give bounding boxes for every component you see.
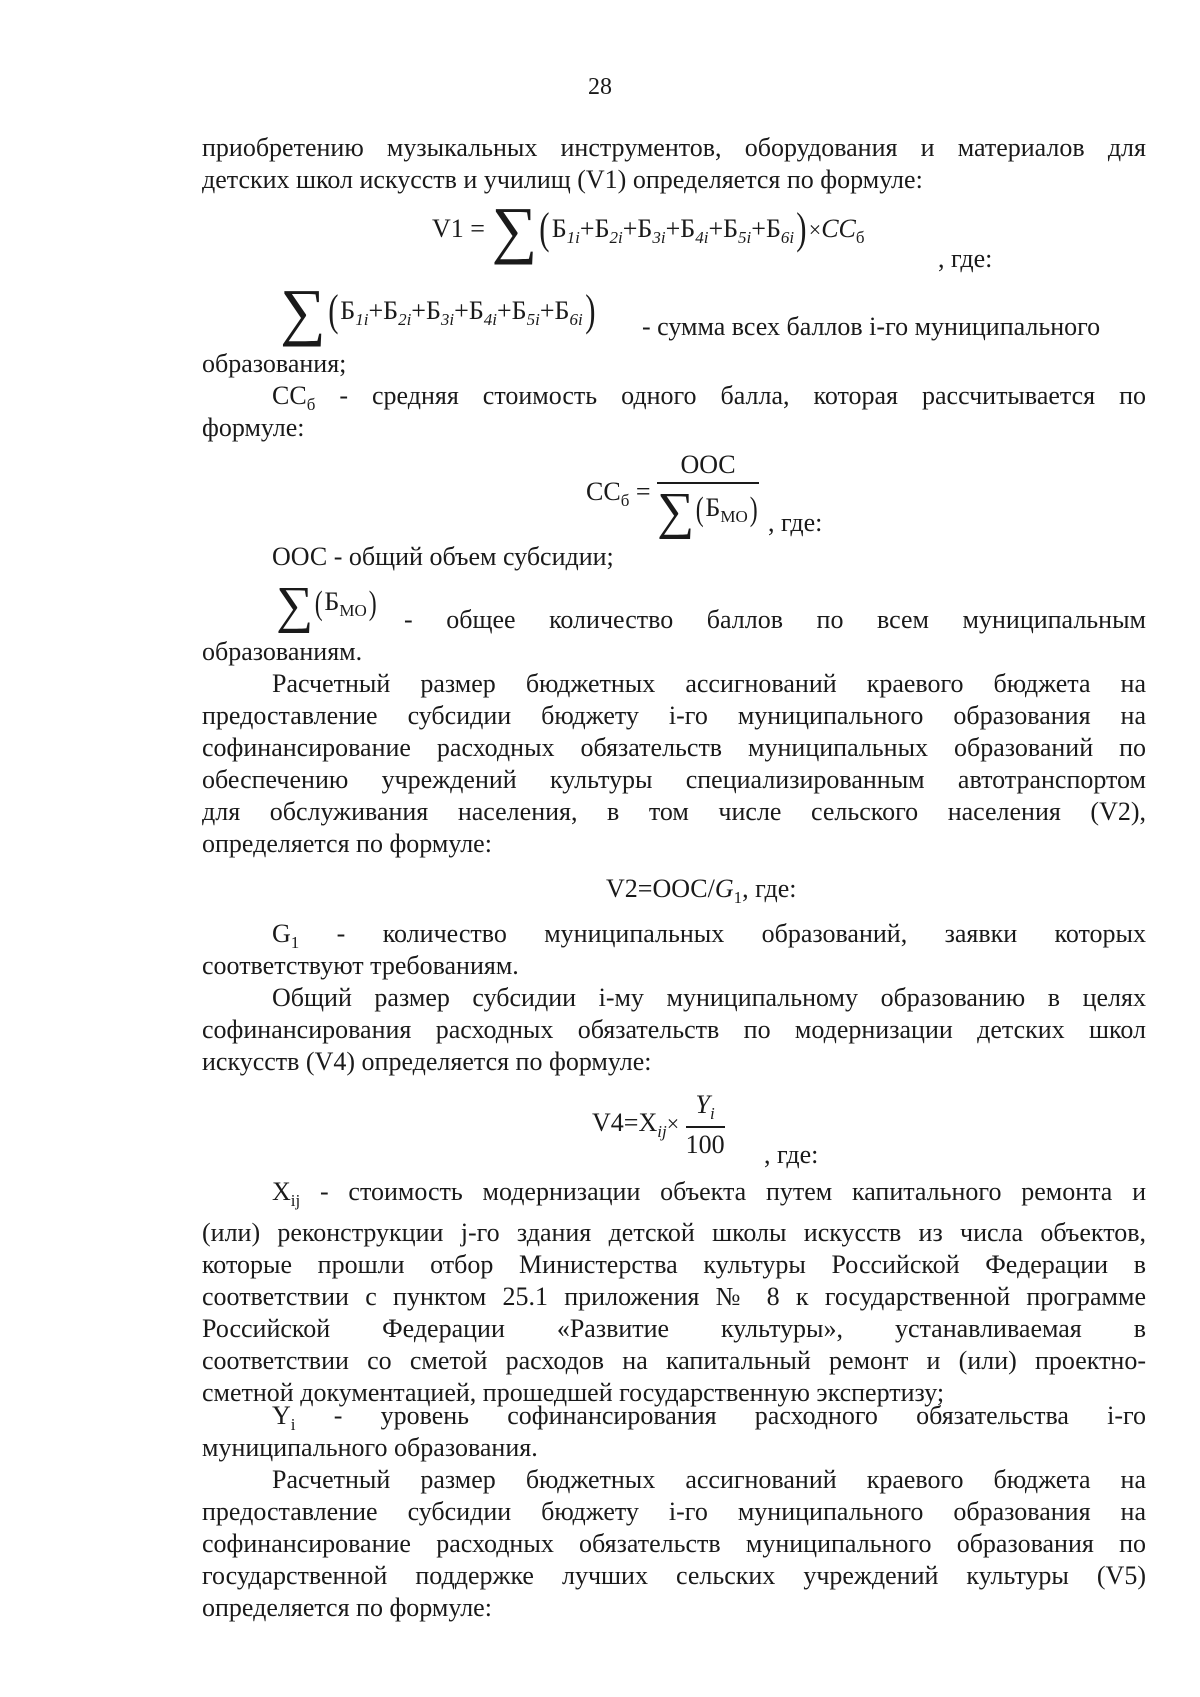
cc-symbol: CC (821, 214, 856, 243)
page-number: 28 (588, 74, 612, 100)
paragraph-v2: Расчетный размер бюджетных ассигнований краевого бюджета на предоставление субсидии бюджету i-го муниципального образования на софинансирование расходных обязательств муниципальных образований по обеспечению учреждений культуры специализированным автотранспортом для обслуживания населения, в том числе сельского населения (V2), определяется по формуле: (202, 669, 1146, 858)
formula-v1-lhs: V1 (432, 214, 464, 243)
formula-v1-where: , где: (938, 244, 993, 273)
sum-description: - сумма всех баллов i-го муниципального (642, 312, 1101, 341)
bmo-expression: $\sum(Б_{МО})$ (276, 577, 377, 634)
fraction-cc-denominator: $\sum(Б_{МО})$ (657, 483, 758, 540)
sum-description-cont: образования; (202, 349, 347, 378)
intro-line-1: приобретению музыкальных инструментов, оборудования и материалов для (202, 133, 1146, 162)
formula-cc: $СС_б$ = $\frac{\text{ООС}}{\sum(Б_{МО})}$ (586, 450, 758, 540)
cc-description-line-2: формуле: (202, 413, 305, 442)
fraction-v4-numerator: $Y_i$ (686, 1090, 725, 1128)
xij-description: $X_{ij}$ - стоимость модернизации объекта путем капитального ремонта и (или) реконструкции j-го здания детской школы искусств из числа объектов, которые прошли отбор Министерства культуры Российской Федерации в соответствии с пунктом 25.1 приложения № 8 к государственной программе Российской Федерации «Развитие культуры», устанавливаемая в соответствии со сметой расходов на капитальный ремонт и (или) проектно- сметной документацией, прошедшей государственную экспертизу; (202, 1177, 1146, 1407)
intro-line-2: детских школ искусств и училищ (V1) определяется по формуле: (202, 165, 923, 194)
cc-description-line-1: $CC_б$ - средняя стоимость одного балла, которая рассчитывается по (272, 381, 1147, 414)
formula-v1-eq: = (470, 214, 485, 243)
sum-sign-icon: ∑ (280, 276, 326, 347)
formula-v2: $V2=ООС/G_1$, где: (606, 874, 797, 907)
fraction-v4 (686, 1090, 725, 1160)
fraction-v4-denominator: 100 (685, 1130, 725, 1159)
formula-v4-where: , где: (764, 1140, 819, 1169)
sum-expression: $\sum(Б_{1i}+Б_{2i}+Б_{3i}+Б_{4i}+Б_{5i}+Б_{6i})$ (280, 276, 596, 347)
term-b3: $Б_{3i}$ (637, 214, 666, 247)
g1-description-line-1: $G_1$ - количество муниципальных образований, заявки которых (272, 919, 1146, 952)
paragraph-v4: Общий размер субсидии i-му муниципальному образованию в целях софинансирования расходных обязательств по модернизации детских школ искусств (V4) определяется по формуле: (202, 983, 1146, 1076)
fraction-cc (657, 450, 759, 538)
intro-paragraph (202, 132, 1146, 196)
term-b4: $Б_{4i}$ (680, 214, 709, 247)
formula-v1: $V1 = \sum(Б_{1i}+Б_{2i}+Б_{3i}+Б_{4i}+Б_{5i}+Б_{6i})\times CC_б$ (432, 194, 865, 265)
formula-cc-lhs: СС (586, 476, 621, 506)
ooc-description: ООС - общий объем субсидии; (272, 542, 614, 571)
bmo-description-line-2: образованиям. (202, 637, 363, 666)
term-b2: $Б_{2i}$ (594, 214, 623, 247)
formula-v4: $V4=X_{ij}\times$ $\frac{Y_i}{100}$ (592, 1090, 725, 1159)
times-sign: × (808, 217, 822, 242)
yi-description-line-2: муниципального образования. (202, 1433, 538, 1462)
sum-sign-icon: ∑ (276, 577, 314, 634)
paren-close: ) (796, 204, 807, 253)
term-b5: $Б_{5i}$ (723, 214, 752, 247)
formula-cc-where: , где: (768, 508, 823, 537)
term-b1: $Б_{1i}$ (551, 214, 580, 247)
fraction-cc-numerator: ООС (657, 450, 759, 484)
g1-description-line-2: соответствуют требованиям. (202, 951, 519, 980)
paragraph-v5: Расчетный размер бюджетных ассигнований краевого бюджета на предоставление субсидии бюджету i-го муниципального образования на софинансирование расходных обязательств муниципального образования по государственной поддержке лучших сельских учреждений культуры (V5) определяется по формуле: (202, 1465, 1146, 1622)
yi-description-line-1: $Y_i$ - уровень софинансирования расходного обязательства i-го (272, 1401, 1147, 1434)
cc-symbol: CC (272, 381, 307, 410)
sum-sign-icon: ∑ (657, 483, 695, 540)
sum-sign-icon: ∑ (491, 194, 538, 265)
bmo-description-line-1: - общее количество баллов по всем муниципальным (404, 605, 1146, 634)
cc-sub: б (855, 228, 865, 247)
term-b6: $Б_{6i}$ (765, 214, 795, 247)
paren-open: ( (539, 204, 550, 253)
